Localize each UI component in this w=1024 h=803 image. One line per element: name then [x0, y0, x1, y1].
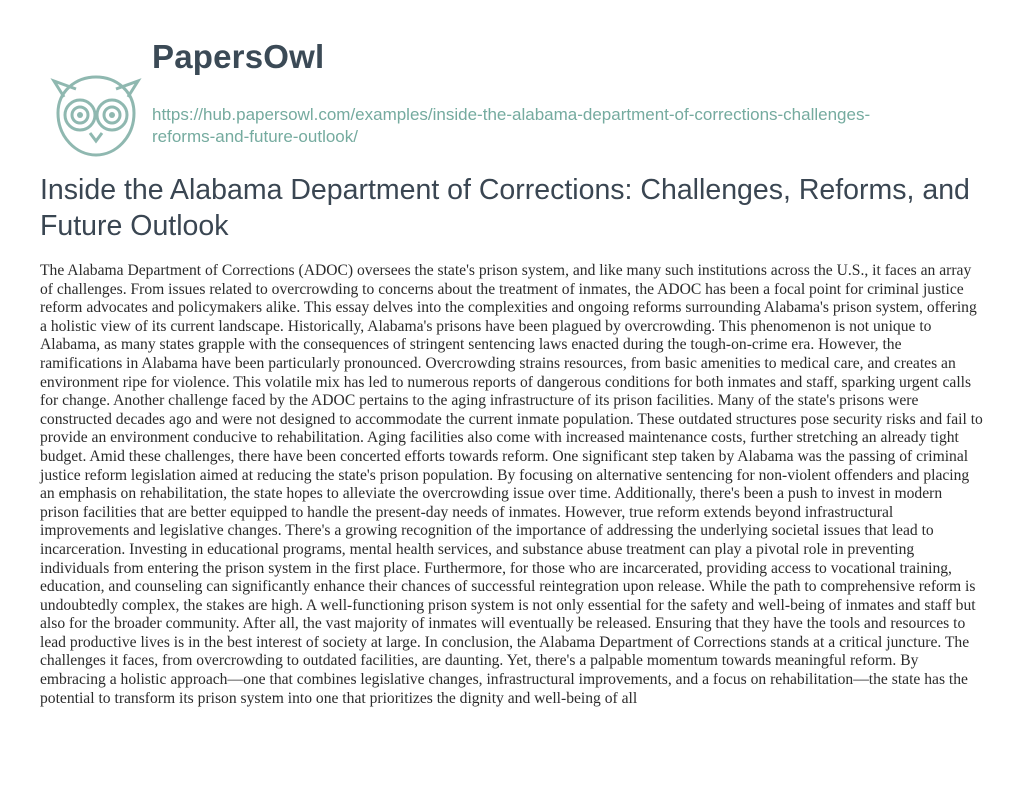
site-header — [40, 38, 1000, 158]
source-url-link[interactable]: https://hub.papersowl.com/examples/inside-the-alabama-department-of-corrections-challenges-reforms-and-future-outlook/ — [152, 105, 871, 146]
article-title: Inside the Alabama Department of Corrections: Challenges, Reforms, and Future Outlook — [40, 174, 970, 242]
article-body: The Alabama Department of Corrections (ADOC) oversees the state's prison system, and like many such institutions across the U.S., it faces an array of challenges. From issues related to overcrowding to concerns about the treatment of inmates, the ADOC has been a focal point for criminal justice reform advocates and policymakers alike. This essay delves into the complexities and ongoing reforms surrounding Alabama's prison system, offering a holistic view of its current landscape. Historically, Alabama's prisons have been plagued by overcrowding. This phenomenon is not unique to Alabama, as many states grapple with the consequences of stringent sentencing laws enacted during the tough-on-crime era. However, the ramifications in Alabama have been particularly pronounced. Overcrowding strains resources, from basic amenities to medical care, and creates an environment ripe for violence. This volatile mix has led to numerous reports of dangerous conditions for both inmates and staff, sparking urgent calls for change. Another challenge faced by the ADOC pertains to the aging infrastructure of its prison facilities. Many of the state's prisons were constructed decades ago and were not designed to accommodate the current inmate population. These outdated structures pose security risks and fail to provide an environment conducive to rehabilitation. Aging facilities also come with increased maintenance costs, further stretching an already tight budget. Amid these challenges, there have been concerted efforts towards reform. One significant step taken by Alabama was the passing of criminal justice reform legislation aimed at reducing the state's prison population. By focusing on alternative sentencing for non-violent offenders and placing an emphasis on rehabilitation, the state hopes to alleviate the overcrowding issue over time. Additionally, there's been a push to invest in modern prison facilities that are better equipped to handle the present-day needs of inmates. However, true reform extends beyond infrastructural improvements and legislative changes. There's a growing recognition of the importance of addressing the underlying societal issues that lead to incarceration. Investing in educational programs, mental health services, and substance abuse treatment can play a pivotal role in preventing individuals from entering the prison system in the first place. Furthermore, for those who are incarcerated, providing access to vocational training, education, and counseling can significantly enhance their chances of successful reintegration upon release. While the path to comprehensive reform is undoubtedly complex, the stakes are high. A well-functioning prison system is not only essential for the safety and well-being of inmates and staff but also for the broader community. After all, the vast majority of inmates will eventually be released. Ensuring that they have the tools and resources to lead productive lives is in the best interest of society at large. In conclusion, the Alabama Department of Corrections stands at a critical juncture. The challenges it faces, from overcrowding to outdated facilities, are daunting. Yet, there's a palpable momentum towards meaningful reform. By embracing a holistic approach—one that combines legislative changes, infrastructural improvements, and a focus on rehabilitation—the state has the potential to transform its prison system into one that prioritizes the dignity and well-being of all — [40, 262, 983, 707]
brand-name: PapersOwl — [152, 38, 325, 75]
owl-logo-icon — [50, 71, 142, 163]
